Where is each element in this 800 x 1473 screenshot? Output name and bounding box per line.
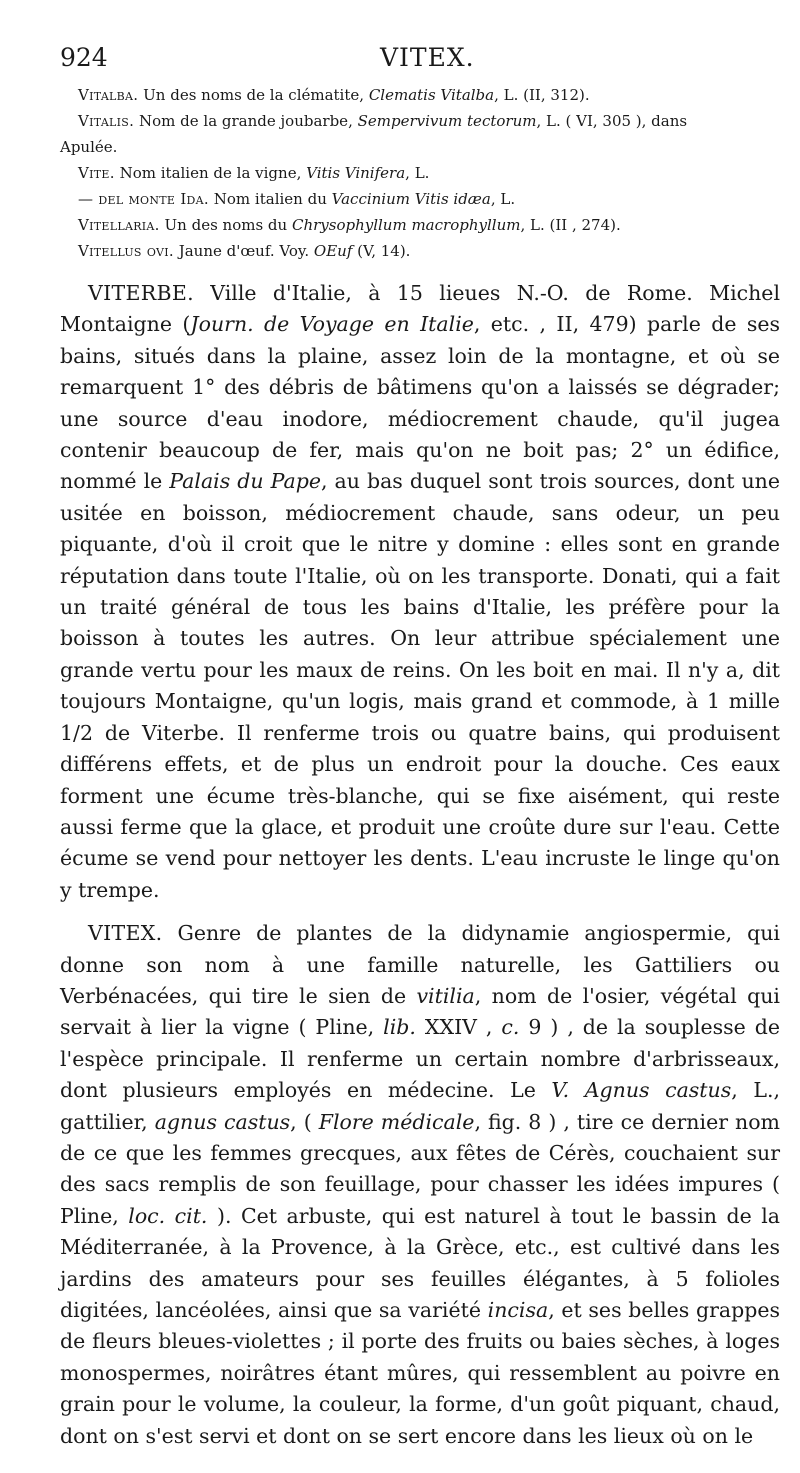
text: 9 ) , de la souplesse de l'espèce principale. Il renferme un certain nombre d'arbrisseaux, dont plusieurs employés en médecine. Le	[60, 1015, 781, 1103]
entry-tail: , L. (II , 274).	[520, 216, 621, 234]
entry-latin: Clematis Vitalba	[368, 86, 495, 104]
page-number: 924	[60, 43, 108, 72]
page-header	[60, 30, 780, 70]
headword-vitex: VITEX.	[88, 921, 163, 946]
entry-text: Nom italien du	[213, 190, 332, 208]
headword-viterbe: VITERBE.	[88, 281, 194, 305]
entry-vitalis-continued: Apulée.	[60, 138, 118, 156]
entry-tail: , L.	[490, 190, 516, 208]
italic-text: Flore médicale	[318, 1109, 475, 1134]
italic-text: agnus castus	[154, 1109, 291, 1134]
main-entries	[60, 278, 780, 1452]
entry-vite-del-monte-ida	[60, 186, 780, 212]
entry-latin: Chrysophyllum macrophyllum	[291, 216, 521, 234]
entry-text: Nom de la grande joubarbe,	[139, 112, 358, 130]
entry-viterbe	[60, 278, 780, 906]
entry-text: Jaune d'œuf. Voy.	[178, 242, 314, 260]
entry-tail: , L.	[405, 164, 430, 182]
entry-vitellaria	[60, 212, 780, 238]
running-head: VITEX.	[380, 43, 475, 72]
small-entries	[60, 82, 780, 264]
text: , fig. 8 ) , tire ce dernier nom de ce que les femmes grecques, aux fêtes de Cérès, couchaient sur des sacs remplis de son feuillage, pour chasser les idées impures ( Pline,	[60, 1109, 780, 1228]
headword: Vitellus ovi.	[78, 242, 174, 260]
text: , au bas duquel sont trois sources, dont une usitée en boisson, médiocrement chaude, sans odeur, un peu piquante, d'où il croit que le nitre y domine : elles sont en grande réputation dans toute l'Italie, où on les transporte. Donati, qui a fait un traité général de tous les bains d'Italie, les préfère pour la boisson à toutes les autres. On leur attribue spécialement une grande vertu pour les maux de reins. On les boit en mai. Il n'y a, dit toujours Montaigne, qu'un logis, mais grand et commode, à 1 mille 1/2 de Viterbe. Il renferme trois ou quatre bains, qui produisent différens effets, et de plus un endroit pour la douche. Ces eaux forment une écume très-blanche, qui se fixe aisément, qui reste aussi ferme que la glace, et produit une croûte dure sur l'eau. Cette écume se vend pour nettoyer les dents. L'eau incruste le linge qu'on y trempe.	[60, 469, 780, 902]
entry-latin: Vitis Vinifera	[306, 164, 406, 182]
text: Genre de plantes de la didynamie angiospermie, qui donne son nom à une famille naturelle, les Gattiliers ou Verbénacées, qui tire le sien de	[60, 921, 780, 1008]
text: , et ses belles grappes de fleurs bleues-violettes ; il porte des fruits ou baies sèches, à loges monospermes, noirâtres étant mûres, qui ressemblent au poivre en grain pour le volume, la couleur, la forme, d'un goût piquant, chaud, dont on s'est servi et dont on se sert encore dans les lieux où on le	[60, 1298, 780, 1448]
italic-text: vitilia	[416, 983, 475, 1008]
italic-text: Palais du Pape	[169, 469, 321, 494]
entry-text: Un des noms de la clématite,	[143, 86, 369, 104]
headword: Vitalba.	[78, 86, 139, 104]
entry-vitellus-ovi	[60, 238, 780, 264]
headword: Vitellaria.	[78, 216, 160, 234]
text: , nom de l'osier, végétal qui servait à lier la vigne ( Pline,	[60, 983, 780, 1040]
entry-vitalba	[60, 82, 780, 108]
text: , L., gattilier,	[60, 1078, 780, 1134]
italic-text: c.	[501, 1015, 520, 1040]
entry-latin: Sempervivum tectorum	[357, 112, 537, 130]
italic-text: loc. cit.	[128, 1203, 208, 1228]
text: Ville d'Italie, à 15 lieues N.-O. de Rome. Michel Montaigne (	[60, 281, 780, 337]
text: XXIV ,	[415, 1015, 502, 1040]
entry-text: Nom italien de la vigne,	[119, 164, 307, 182]
text: ). Cet arbuste, qui est naturel à tout le bassin de la Méditerranée, à la Provence, à la Grèce, etc., est cultivé dans les jardins des amateurs pour ses feuilles élégantes, à 5 folioles digitées, lancéolées, ainsi que sa variété	[60, 1203, 780, 1322]
headword: Vitalis.	[78, 112, 135, 130]
entry-tail: , L. ( VI, 305 ), dans	[536, 112, 688, 130]
entry-latin: Vaccinium Vitis idæa	[331, 190, 491, 208]
entry-text: Un des noms du	[164, 216, 292, 234]
text: , etc. , II, 479) parle de ses bains, situés dans la plaine, assez loin de la montagne, et où se remarquent 1° des débris de bâtimens qu'on a laissés se dégrader; une source d'eau inodore, médiocrement chaude, qu'il jugea contenir beaucoup de fer, mais qu'on ne boit pas; 2° un édifice, nommé le	[60, 312, 781, 494]
italic-text: V. Agnus castus	[551, 1078, 732, 1103]
italic-text: Journ. de Voyage en Italie	[190, 312, 474, 337]
italic-text: lib.	[383, 1015, 416, 1040]
headword: — del monte Ida.	[78, 190, 209, 208]
entry-vitalis	[60, 108, 780, 134]
italic-text: incisa	[487, 1298, 549, 1322]
headword: Vite.	[78, 164, 115, 182]
entry-vitex	[60, 918, 780, 1452]
entry-tail: , L. (II, 312).	[494, 86, 590, 104]
entry-tail: (V, 14).	[352, 242, 411, 260]
text: , (	[290, 1109, 319, 1134]
entry-latin: OEuf	[313, 242, 353, 260]
entry-vite	[60, 160, 780, 186]
